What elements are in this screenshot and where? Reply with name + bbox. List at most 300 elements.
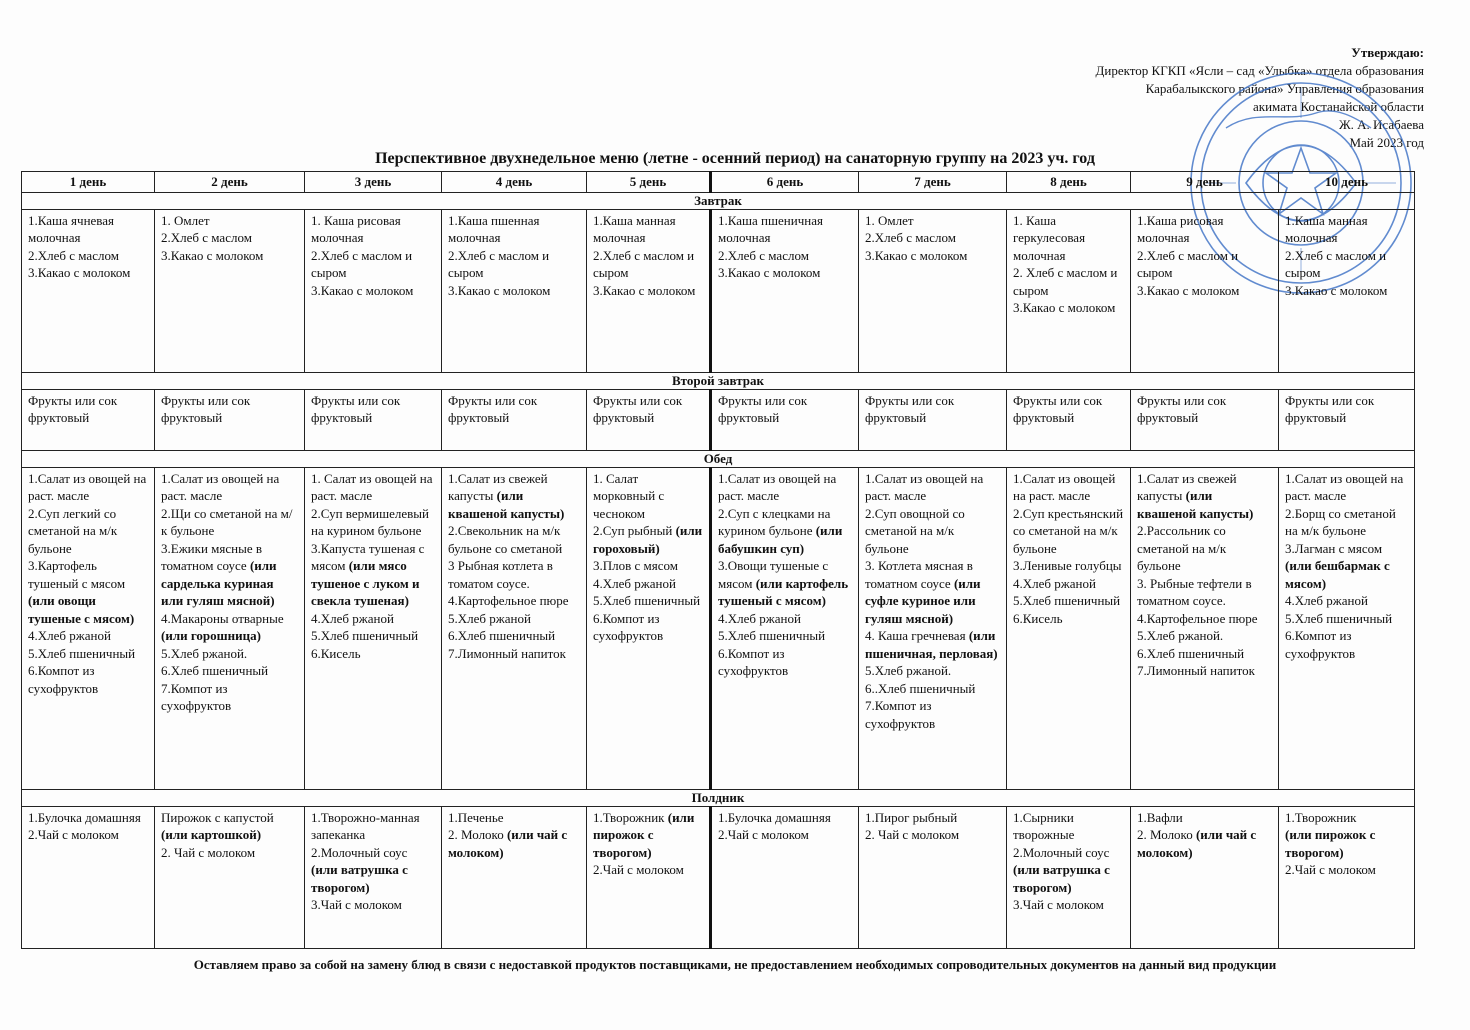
menu-item-text: 2.Чай с молоком [28, 827, 119, 842]
menu-item-text: 1. Каша рисовая молочная [311, 212, 401, 245]
menu-item [161, 844, 298, 862]
menu-item-text: 3.Какао с молоком [718, 265, 821, 280]
second-breakfast-cell: Фрукты или сок фруктовый [1279, 389, 1415, 450]
menu-item [1013, 505, 1124, 558]
menu-item-text: 4.Картофельное пюре [448, 593, 569, 608]
menu-item [1137, 575, 1272, 610]
menu-item [865, 470, 1000, 505]
menu-item-text: 4.Хлеб ржаной [593, 575, 676, 591]
menu-item-text: 3.Какао с молоком [28, 265, 131, 280]
menu-item [593, 575, 703, 593]
approval-line: Ж. А. Исабаева [1338, 117, 1424, 132]
menu-item-text: 1.Сырники творожные [1013, 809, 1075, 842]
approval-line: акимата Костанайской области [1253, 99, 1424, 114]
breakfast-cell [1279, 209, 1415, 372]
second-breakfast-cell: Фрукты или сок фруктовый [22, 389, 155, 450]
menu-item [1285, 809, 1408, 827]
breakfast-cell [859, 209, 1007, 372]
menu-item-text: 7.Лимонный напиток [448, 645, 566, 661]
second-breakfast-cell: Фрукты или сок фруктовый [859, 389, 1007, 450]
section-breakfast: Завтрак [22, 192, 1415, 209]
lunch-cell [859, 467, 1007, 789]
menu-item-text: 2.Свекольник на м/к бульоне со сметаной [448, 523, 563, 556]
menu-item-text: 3.Какао с молоком [161, 247, 264, 263]
menu-item [1137, 662, 1272, 680]
menu-item-alternative: (или квашеной капусты) [448, 488, 565, 521]
menu-item-text: 7.Компот из сухофруктов [865, 698, 936, 731]
menu-item [161, 470, 298, 505]
menu-item [1137, 627, 1272, 645]
menu-item-text: 2.Молочный соус [1013, 844, 1110, 860]
second-breakfast-row [22, 389, 1415, 450]
menu-item [865, 697, 1000, 732]
menu-item [311, 247, 435, 282]
menu-item-text: 2.Суп рыбный [593, 523, 676, 538]
menu-item [448, 645, 580, 663]
menu-item-text: 1. Омлет [865, 212, 914, 228]
menu-item-text: 3.Какао с молоком [1013, 300, 1116, 315]
menu-item-text: 3.Плов с мясом [593, 558, 678, 573]
menu-item-text: 3.Какао с молоком [311, 282, 414, 298]
menu-item-text: 2.Суп крестьянский со сметаной на м/к бульоне [1013, 505, 1124, 556]
snack-cell [442, 806, 587, 948]
menu-item-text: 2.Хлеб с маслом и сыром [1285, 247, 1387, 280]
menu-item-alternative: (или пирожок с творогом) [1285, 827, 1376, 860]
menu-item [593, 282, 703, 300]
menu-item [718, 470, 852, 505]
menu-table [21, 171, 1415, 949]
menu-item [593, 522, 703, 557]
menu-item-text: 3.Ленивые голубцы [1013, 558, 1122, 573]
menu-item [718, 610, 852, 628]
lunch-cell [1279, 467, 1415, 789]
second-breakfast-cell: Фрукты или сок фруктовый [1131, 389, 1279, 450]
menu-item-text: 3.Чай с молоком [311, 897, 402, 912]
menu-item-text: 3.Какао с молоком [865, 247, 968, 263]
menu-item [718, 826, 852, 844]
menu-item-text: 2. Молоко [448, 827, 507, 842]
menu-item-alternative: (или пшеничная, перловая) [865, 628, 998, 661]
section-lunch: Обед [22, 450, 1415, 467]
menu-item [1285, 282, 1408, 300]
menu-item [865, 505, 1000, 558]
menu-item-alternative: (или овощи тушеные с мясом) [28, 593, 135, 626]
menu-item-text: 2.Чай с молоком [1285, 862, 1376, 877]
menu-item [593, 212, 703, 247]
menu-item [1285, 247, 1408, 282]
menu-item-text: 1.Салат из овощей на раст. масле [718, 470, 837, 503]
menu-item-text: 2.Хлеб с маслом и сыром [311, 247, 413, 280]
menu-item [1013, 610, 1124, 628]
breakfast-cell [155, 209, 305, 372]
menu-item [1013, 212, 1124, 265]
menu-item-alternative: (или квашеной капусты) [1137, 488, 1254, 521]
menu-item [448, 212, 580, 247]
menu-item-text: 1.Салат из свежей капусты [448, 470, 548, 503]
menu-item-text: 2. Чай с молоком [161, 844, 256, 860]
breakfast-row [22, 209, 1415, 372]
second-breakfast-cell: Фрукты или сок фруктовый [442, 389, 587, 450]
menu-item-alternative: (или картофель тушеный с мясом) [718, 575, 849, 608]
menu-item [1013, 592, 1124, 610]
breakfast-cell [442, 209, 587, 372]
menu-item-text: 1. Каша геркулесовая молочная [1013, 212, 1086, 263]
menu-item-text: 5.Хлеб пшеничный [28, 645, 136, 661]
menu-item-alternative: (или гороховый) [593, 523, 703, 556]
menu-item [28, 662, 148, 697]
approval-line: Май 2023 год [1349, 135, 1424, 150]
menu-item-text: 5.Хлеб пшеничный [593, 593, 701, 608]
menu-item-text: 4.Хлеб ржаной [1285, 593, 1368, 608]
second-breakfast-cell: Фрукты или сок фруктовый [1007, 389, 1131, 450]
day-header-row [22, 172, 1415, 193]
menu-item-text: 6.Хлеб пшеничный [161, 663, 269, 678]
approval-line: Директор КГКП «Ясли – сад «Улыбка» отдела образования [1095, 63, 1424, 78]
day-header: 2 день [155, 172, 305, 193]
menu-item-text: 4.Хлеб ржаной [311, 610, 394, 626]
lunch-cell [1131, 467, 1279, 789]
menu-item [311, 470, 435, 505]
menu-item-text: 4.Хлеб ржаной [1013, 575, 1096, 591]
menu-item-text: 2. Чай с молоком [865, 827, 960, 842]
menu-item-text: 2.Хлеб с маслом [28, 247, 119, 263]
lunch-cell [305, 467, 442, 789]
menu-item [1137, 247, 1272, 282]
menu-item [865, 557, 1000, 627]
second-breakfast-cell: Фрукты или сок фруктовый [305, 389, 442, 450]
menu-item [448, 557, 580, 592]
section-second-breakfast: Второй завтрак [22, 372, 1415, 389]
second-breakfast-cell: Фрукты или сок фруктовый [711, 389, 859, 450]
menu-item [311, 505, 435, 540]
menu-item [161, 540, 298, 610]
menu-item-text: 2.Чай с молоком [593, 862, 684, 877]
menu-item-text: 7.Лимонный напиток [1137, 663, 1255, 678]
menu-item [311, 282, 435, 300]
menu-item-text: 2.Хлеб с маслом и сыром [1137, 247, 1239, 280]
menu-item-text: 1.Пирог рыбный [865, 809, 958, 825]
menu-item-text: 1.Салат из свежей капусты [1137, 470, 1237, 503]
menu-item [448, 610, 580, 628]
snack-cell [859, 806, 1007, 948]
breakfast-cell [1131, 209, 1279, 372]
menu-item [1013, 896, 1124, 914]
menu-item [161, 212, 298, 230]
lunch-cell [587, 467, 711, 789]
menu-item [1285, 470, 1408, 505]
menu-item-text: 5.Хлеб пшеничный [718, 628, 826, 643]
menu-item-text: 1.Каша манная молочная [593, 212, 676, 245]
lunch-cell [1007, 467, 1131, 789]
menu-item-text: 5.Хлеб пшеничный [1285, 610, 1393, 626]
menu-item [1285, 627, 1408, 662]
menu-item-text: 2.Хлеб с маслом и сыром [448, 247, 550, 280]
day-header: 3 день [305, 172, 442, 193]
snack-cell [155, 806, 305, 948]
menu-item [448, 592, 580, 610]
menu-item-text: 3. Рыбные тефтели в томатном соусе. [1137, 575, 1252, 608]
menu-item [865, 229, 1000, 247]
menu-item-text: 7.Компот из сухофруктов [161, 680, 232, 713]
menu-item-text: 5.Хлеб ржаной. [1137, 628, 1224, 643]
menu-item [1285, 592, 1408, 610]
menu-item [1013, 844, 1124, 897]
breakfast-cell [587, 209, 711, 372]
footer-note: Оставляем право за собой на замену блюд в связи с недоставкой продуктов поставщиками, не предоставлением необходимых сопроводительных документов на данный вид продукции [193, 957, 1277, 972]
document-title: Перспективное двухнедельное меню (летне - осенний период) на санаторную группу на 2023 уч. год [375, 150, 1095, 167]
menu-item-text: 5.Хлеб ржаной. [161, 645, 248, 661]
menu-item-text: 4.Хлеб ржаной [28, 628, 111, 643]
menu-item-text: 1.Вафли [1137, 809, 1183, 825]
menu-item-text: 6.Кисель [1013, 610, 1063, 626]
menu-item [1137, 809, 1272, 827]
menu-item-text: 6.Компот из сухофруктов [28, 663, 99, 696]
menu-item-text: 3.Какао с молоком [1285, 282, 1388, 298]
menu-item-alternative: (или мясо тушеное с луком и свекла тушеная) [311, 558, 420, 608]
menu-item [28, 645, 148, 663]
menu-item-alternative: (или горошница) [161, 628, 261, 643]
menu-item [28, 809, 148, 827]
menu-item-text: Пирожок с капустой [161, 809, 274, 825]
breakfast-cell [711, 209, 859, 372]
menu-item-text: 1.Салат из овощей на раст. масле [865, 470, 984, 503]
menu-item-alternative: (или чай с молоком) [448, 827, 568, 860]
lunch-cell [155, 467, 305, 789]
menu-item [865, 627, 1000, 662]
menu-item [1137, 522, 1272, 575]
menu-item-text: 1.Салат из овощей на раст. масле [161, 470, 280, 503]
menu-item [28, 470, 148, 505]
menu-item [161, 505, 298, 540]
menu-item [593, 557, 703, 575]
menu-item [28, 247, 148, 265]
menu-item-alternative: (или суфле куриное или гуляш мясной) [865, 575, 981, 626]
menu-item [311, 896, 435, 914]
menu-item-text: 3.Овощи тушеные с мясом [718, 558, 829, 591]
menu-item [1137, 610, 1272, 628]
menu-item [448, 247, 580, 282]
menu-item-text: 2.Суп легкий со сметаной на м/к бульоне [28, 505, 118, 556]
menu-item [448, 282, 580, 300]
menu-item-text: 3 Рыбная котлета в томатом соусе. [448, 558, 553, 591]
menu-item-alternative: (или пирожок с творогом) [593, 809, 695, 860]
menu-item-text: 3.Какао с молоком [593, 282, 696, 298]
menu-item [28, 505, 148, 558]
menu-item-text: 3.Чай с молоком [1013, 897, 1104, 912]
day-header: 1 день [22, 172, 155, 193]
menu-item [161, 809, 298, 844]
menu-item-text: 1.Булочка домашняя [718, 809, 831, 825]
menu-item-text: 2.Суп с клецками на курином бульоне [718, 505, 831, 538]
second-breakfast-cell: Фрукты или сок фруктовый [587, 389, 711, 450]
menu-item-text: 4.Картофельное пюре [1137, 610, 1258, 626]
day-header: 9 день [1131, 172, 1279, 193]
menu-item-text: 3.Капуста тушеная с мясом [311, 540, 425, 573]
menu-item [161, 645, 298, 663]
menu-item [161, 680, 298, 715]
menu-item-text: 6.Хлеб пшеничный [1137, 645, 1245, 661]
menu-item-text: 2.Борщ со сметаной на м/к бульоне [1285, 505, 1396, 538]
menu-item [448, 809, 580, 827]
menu-item-text: 6..Хлеб пшеничный [865, 680, 976, 696]
menu-item [718, 645, 852, 680]
menu-item-text: 2.Чай с молоком [718, 827, 809, 842]
snack-cell [305, 806, 442, 948]
menu-item-text: 6.Компот из сухофруктов [593, 610, 664, 643]
menu-item [593, 861, 703, 879]
day-header: 10 день [1279, 172, 1415, 193]
menu-item-text: 3.Какао с молоком [1137, 282, 1240, 298]
menu-item [161, 610, 298, 645]
day-header: 5 день [587, 172, 711, 193]
day-header: 6 день [711, 172, 859, 193]
menu-item [1285, 540, 1408, 593]
menu-item-text: 5.Хлеб пшеничный [311, 628, 419, 643]
menu-item [718, 212, 852, 247]
breakfast-cell [1007, 209, 1131, 372]
menu-item-text: 1.Печенье [448, 809, 504, 825]
menu-item [718, 247, 852, 265]
menu-item [1137, 826, 1272, 861]
menu-item [161, 662, 298, 680]
menu-item [28, 212, 148, 247]
menu-item-text: 1.Каша манная молочная [1285, 212, 1368, 245]
menu-item [311, 610, 435, 628]
menu-item [593, 610, 703, 645]
snack-cell [587, 806, 711, 948]
menu-item-text: 4. Каша гречневая [865, 628, 969, 643]
menu-item-text: 1.Каша рисовая молочная [1137, 212, 1224, 245]
approval-block [964, 44, 1424, 152]
menu-item-alternative: (или ватрушка с творогом) [1013, 862, 1110, 895]
menu-item [1013, 299, 1124, 317]
menu-item-alternative: (или сарделька куриная или гуляш мясной) [161, 558, 277, 608]
menu-item-text: 2.Хлеб с маслом [865, 230, 956, 245]
menu-item-text: 3.Лагман с мясом [1285, 540, 1383, 556]
menu-item [718, 557, 852, 610]
menu-item [161, 229, 298, 247]
menu-item [718, 264, 852, 282]
menu-item-text: 5.Хлеб ржаной. [865, 663, 952, 678]
menu-item [1285, 212, 1408, 247]
menu-item-alternative: (или картошкой) [161, 827, 262, 842]
menu-item-text: 5.Хлеб пшеничный [1013, 593, 1121, 608]
menu-item-alternative: (или бабушкин суп) [718, 523, 843, 556]
snack-row [22, 806, 1415, 948]
menu-item-text: 1.Каша ячневая молочная [28, 212, 115, 245]
lunch-cell [442, 467, 587, 789]
approval-heading: Утверждаю: [1351, 45, 1424, 60]
snack-cell [22, 806, 155, 948]
menu-item-text: 6.Кисель [311, 645, 361, 661]
menu-item [1137, 212, 1272, 247]
menu-item-text: 2.Хлеб с маслом [718, 247, 809, 263]
menu-item-text: 1.Салат из овощей на раст. масле [28, 470, 147, 503]
menu-item [1137, 282, 1272, 300]
menu-item-text: 2.Хлеб с маслом и сыром [593, 247, 695, 280]
menu-item-text: 1.Каша пшеничная молочная [718, 212, 823, 245]
menu-item [28, 264, 148, 282]
menu-item [28, 826, 148, 844]
menu-item [448, 826, 580, 861]
menu-item [1013, 470, 1124, 505]
menu-item [448, 627, 580, 645]
menu-item-text: 4.Хлеб ржаной [718, 610, 801, 626]
approval-line: Карабалыкского района» Управления образования [1145, 81, 1424, 96]
menu-item [311, 627, 435, 645]
menu-item-text: 1. Омлет [161, 212, 210, 228]
menu-item [1013, 264, 1124, 299]
day-header: 8 день [1007, 172, 1131, 193]
menu-item [718, 809, 852, 827]
menu-item [865, 680, 1000, 698]
menu-item [311, 645, 435, 663]
menu-item-text: 1.Творожно-манная запеканка [311, 809, 420, 842]
menu-item-text: 1.Булочка домашняя [28, 809, 141, 825]
menu-item [448, 522, 580, 557]
menu-item-text: 3.Ежики мясные в томатном соусе [161, 540, 262, 573]
menu-item-text: 3.Какао с молоком [448, 282, 551, 298]
menu-item-text: 2.Суп овощной со сметаной на м/к бульоне [865, 505, 965, 556]
snack-cell [711, 806, 859, 948]
section-snack: Полдник [22, 789, 1415, 806]
menu-item [593, 809, 703, 862]
menu-item [1013, 809, 1124, 844]
day-header: 4 день [442, 172, 587, 193]
menu-item [448, 470, 580, 523]
menu-item [28, 557, 148, 627]
menu-item [1137, 470, 1272, 523]
snack-cell [1007, 806, 1131, 948]
menu-item [1285, 610, 1408, 628]
menu-item [593, 592, 703, 610]
menu-item-text: 2.Молочный соус [311, 844, 408, 860]
second-breakfast-cell: Фрукты или сок фруктовый [155, 389, 305, 450]
menu-item-text: 1. Салат из овощей на раст. масле [311, 470, 433, 503]
lunch-row [22, 467, 1415, 789]
menu-item [1137, 645, 1272, 663]
menu-item-text: 6.Компот из сухофруктов [718, 645, 789, 678]
menu-item-text: 1.Творожник [593, 809, 668, 825]
menu-item [311, 809, 435, 844]
day-header: 7 день [859, 172, 1007, 193]
menu-item-text: 2.Рассольник со сметаной на м/к бульоне [1137, 523, 1227, 573]
breakfast-cell [22, 209, 155, 372]
menu-item-text: 1.Каша пшенная молочная [448, 212, 540, 245]
menu-item-text: 4.Макароны отварные [161, 610, 284, 626]
menu-item-text: 2. Молоко [1137, 827, 1196, 842]
menu-item-text: 6.Хлеб пшеничный [448, 628, 556, 643]
menu-item-text: 3. Котлета мясная в томатном соусе [865, 558, 973, 591]
snack-cell [1279, 806, 1415, 948]
menu-item [311, 540, 435, 610]
menu-item-alternative: (или ватрушка с творогом) [311, 862, 408, 895]
menu-item [161, 247, 298, 265]
menu-item [593, 247, 703, 282]
menu-item [865, 212, 1000, 230]
menu-item [865, 662, 1000, 680]
menu-item-text: 1.Салат из овощей на раст. масле [1285, 470, 1404, 503]
menu-item [311, 844, 435, 897]
menu-item-text: 1.Салат из овощей на раст. масле [1013, 470, 1116, 503]
menu-item-text: 5.Хлеб ржаной [448, 610, 531, 626]
menu-item-text: 2. Хлеб с маслом и сыром [1013, 265, 1118, 298]
menu-item-text: 6.Компот из сухофруктов [1285, 628, 1356, 661]
menu-item [28, 627, 148, 645]
lunch-cell [22, 467, 155, 789]
menu-item-alternative: (или чай с молоком) [1137, 827, 1257, 860]
menu-item [865, 809, 1000, 827]
